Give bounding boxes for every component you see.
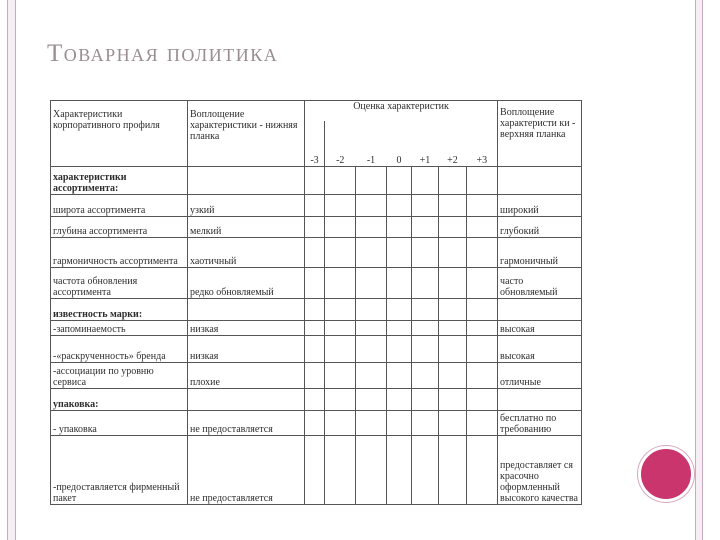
score-cell [412, 268, 439, 299]
score-cell [356, 321, 387, 336]
row-label: -«раскрученность» бренда [51, 336, 188, 363]
row-high-value: предоставляет ся красочно оформленный высокого качества [498, 436, 582, 505]
score-cell [439, 217, 467, 238]
row-label: известность марки: [51, 299, 188, 321]
score-cell [467, 336, 498, 363]
score-cell [356, 436, 387, 505]
slide-left-border [7, 0, 16, 540]
score-cell [412, 238, 439, 268]
slide-right-border [695, 0, 703, 540]
score-cell [412, 363, 439, 389]
score-cell [387, 336, 412, 363]
score-cell [439, 336, 467, 363]
evaluation-table [50, 100, 582, 505]
row-low-value [188, 299, 305, 321]
score-cell [387, 321, 412, 336]
row-high-value [498, 389, 582, 411]
header-low: Воплощение характеристики - нижняя планка [188, 101, 305, 167]
header-profile: Характеристики корпоративного профиля [51, 101, 188, 167]
score-cell [467, 389, 498, 411]
score-cell [325, 195, 356, 217]
score-cell [439, 321, 467, 336]
row-label: -ассоциации по уровню сервиса [51, 363, 188, 389]
score-cell [305, 411, 325, 436]
score-cell [305, 299, 325, 321]
score-cell [387, 363, 412, 389]
row-label: широта ассортимента [51, 195, 188, 217]
row-high-value: отличные [498, 363, 582, 389]
score-cell [356, 167, 387, 195]
row-low-value: низкая [188, 336, 305, 363]
score-cell [412, 217, 439, 238]
score-cell [325, 336, 356, 363]
row-low-value: узкий [188, 195, 305, 217]
table-image [47, 99, 584, 509]
score-cell [412, 167, 439, 195]
score-cell [305, 321, 325, 336]
score-cell [439, 195, 467, 217]
score-cell [387, 436, 412, 505]
score-cell [325, 436, 356, 505]
score-cell [356, 238, 387, 268]
score-cell [467, 167, 498, 195]
row-high-value: широкий [498, 195, 582, 217]
table-row [51, 299, 582, 321]
score-cell [356, 195, 387, 217]
score-cell [325, 389, 356, 411]
table-row [51, 321, 582, 336]
score-cell [439, 411, 467, 436]
score-cell [439, 167, 467, 195]
score-cell [305, 336, 325, 363]
score-cell [439, 436, 467, 505]
score-cell [305, 167, 325, 195]
scale-p2: +2 [439, 121, 467, 167]
row-label: -предоставляется фирменный пакет [51, 436, 188, 505]
score-cell [467, 268, 498, 299]
score-cell [439, 238, 467, 268]
table-row [51, 436, 582, 505]
score-cell [387, 411, 412, 436]
score-cell [467, 363, 498, 389]
table-row [51, 238, 582, 268]
header-group: Оценка характеристик [305, 101, 498, 121]
table-row [51, 167, 582, 195]
score-cell [439, 363, 467, 389]
score-cell [305, 363, 325, 389]
row-low-value: мелкий [188, 217, 305, 238]
score-cell [439, 389, 467, 411]
row-low-value: не предоставляется [188, 411, 305, 436]
scale-p1: +1 [412, 121, 439, 167]
score-cell [356, 217, 387, 238]
score-cell [412, 299, 439, 321]
table-row [51, 336, 582, 363]
row-low-value: плохие [188, 363, 305, 389]
score-cell [412, 436, 439, 505]
score-cell [356, 336, 387, 363]
slide-title: Товарная политика [47, 40, 279, 67]
row-label: глубина ассортимента [51, 217, 188, 238]
row-high-value: высокая [498, 336, 582, 363]
score-cell [412, 411, 439, 436]
row-high-value [498, 167, 582, 195]
row-low-value: не предоставляется [188, 436, 305, 505]
score-cell [467, 321, 498, 336]
score-cell [412, 195, 439, 217]
score-cell [387, 238, 412, 268]
score-cell [387, 299, 412, 321]
score-cell [325, 411, 356, 436]
score-cell [325, 238, 356, 268]
score-cell [325, 217, 356, 238]
score-cell [412, 321, 439, 336]
score-cell [412, 336, 439, 363]
header-high: Воплощение характеристи ки - верхняя планка [498, 101, 582, 167]
row-low-value: низкая [188, 321, 305, 336]
row-low-value [188, 167, 305, 195]
row-high-value: глубокий [498, 217, 582, 238]
table-row [51, 389, 582, 411]
row-label: -запоминаемость [51, 321, 188, 336]
score-cell [467, 299, 498, 321]
table-row [51, 268, 582, 299]
score-cell [387, 195, 412, 217]
score-cell [467, 411, 498, 436]
score-cell [356, 268, 387, 299]
score-cell [387, 389, 412, 411]
score-cell [467, 195, 498, 217]
score-cell [305, 217, 325, 238]
score-cell [387, 268, 412, 299]
row-high-value [498, 299, 582, 321]
row-label: упаковка: [51, 389, 188, 411]
score-cell [325, 268, 356, 299]
score-cell [325, 363, 356, 389]
score-cell [439, 299, 467, 321]
score-cell [387, 167, 412, 195]
row-high-value: бесплатно по требованию [498, 411, 582, 436]
score-cell [325, 299, 356, 321]
scale-m3: -3 [305, 121, 325, 167]
score-cell [387, 217, 412, 238]
row-low-value: редко обновляемый [188, 268, 305, 299]
score-cell [325, 321, 356, 336]
score-cell [325, 167, 356, 195]
score-cell [467, 238, 498, 268]
score-cell [305, 436, 325, 505]
scale-m2: -2 [325, 121, 356, 167]
scale-0: 0 [387, 121, 412, 167]
row-high-value: гармоничный [498, 238, 582, 268]
score-cell [305, 195, 325, 217]
table-row [51, 363, 582, 389]
row-label: характеристики ассортимента: [51, 167, 188, 195]
row-label: - упаковка [51, 411, 188, 436]
scale-p3: +3 [467, 121, 498, 167]
table-row [51, 217, 582, 238]
score-cell [467, 436, 498, 505]
table-row [51, 195, 582, 217]
score-cell [356, 363, 387, 389]
score-cell [356, 299, 387, 321]
scale-m1: -1 [356, 121, 387, 167]
score-cell [305, 389, 325, 411]
row-label: частота обновления ассортимента [51, 268, 188, 299]
score-cell [412, 389, 439, 411]
score-cell [305, 268, 325, 299]
row-label: гармоничность ассортимента [51, 238, 188, 268]
row-low-value: хаотичный [188, 238, 305, 268]
score-cell [467, 217, 498, 238]
row-high-value: высокая [498, 321, 582, 336]
decorative-circle [638, 446, 694, 502]
row-low-value [188, 389, 305, 411]
row-high-value: часто обновляемый [498, 268, 582, 299]
table-row [51, 411, 582, 436]
score-cell [356, 411, 387, 436]
score-cell [356, 389, 387, 411]
score-cell [439, 268, 467, 299]
score-cell [305, 238, 325, 268]
